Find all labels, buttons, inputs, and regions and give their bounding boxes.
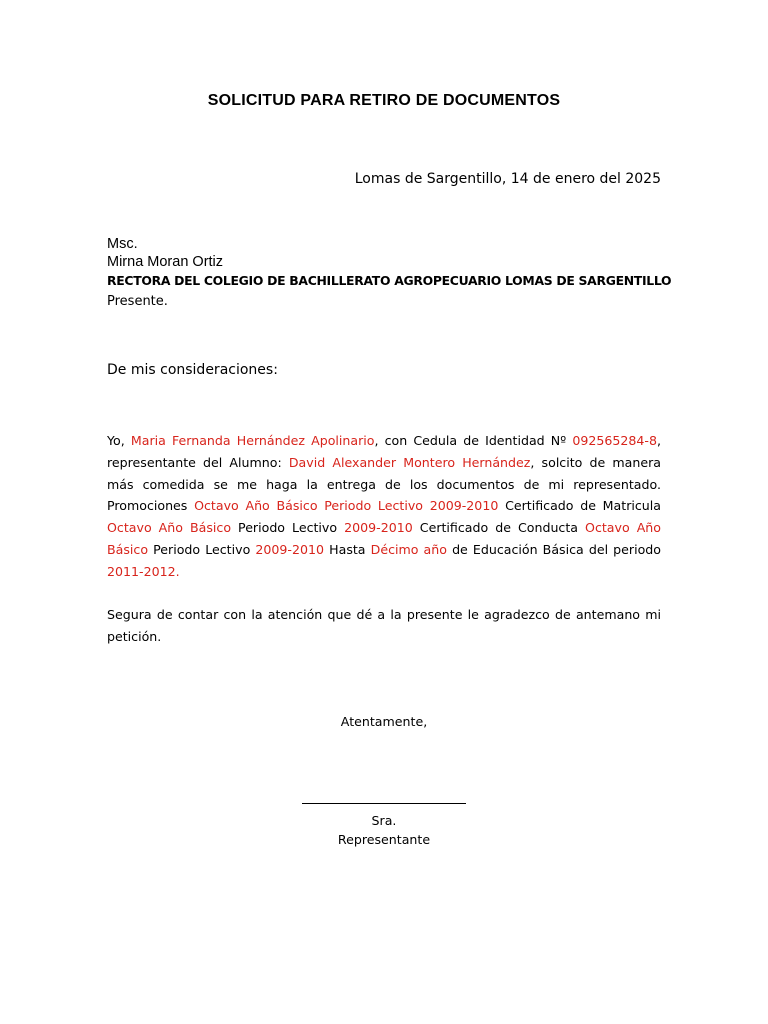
student-name: David Alexander Montero Hernández — [288, 454, 531, 470]
addressee-name: Mirna Moran Ortiz — [107, 254, 224, 270]
enrollment-years: 2009-2010 — [344, 520, 413, 536]
addressee-block — [107, 235, 672, 313]
signature-role: Representante — [337, 832, 431, 847]
body-text: Hasta — [324, 541, 371, 557]
enrollment-grade: Octavo Año Básico — [107, 520, 232, 536]
id-number: 092565284-8 — [572, 433, 657, 448]
body-text: Yo, — [107, 433, 131, 448]
addressee-role: RECTORA DEL COLEGIO DE BACHILLERATO AGROPECUARIO LOMAS DE SARGENTILLO — [107, 273, 672, 288]
body-text: de Educación Básica del periodo — [446, 541, 661, 557]
body-text: Periodo Lectivo — [148, 541, 256, 557]
signature-title: Sra. — [371, 813, 397, 828]
body-text: , con Cedula de Identidad Nº — [374, 433, 573, 448]
body-text: , representante del Alumno: — [107, 433, 661, 470]
document-title: SOLICITUD PARA RETIRO DE DOCUMENTOS — [207, 92, 561, 109]
conduct-years: 2009-2010 — [255, 541, 325, 557]
final-grade: Décimo año — [370, 541, 447, 557]
body-text: Periodo Lectivo — [231, 520, 345, 536]
final-period: 2011-2012. — [107, 563, 180, 579]
promotion-period: Octavo Año Básico Periodo Lectivo 2009-2010 — [194, 498, 499, 514]
body-paragraph — [107, 430, 661, 583]
greeting: De mis consideraciones: — [107, 362, 278, 378]
farewell: Atentamente, — [340, 714, 428, 729]
body-text: Certificado de Matricula — [498, 498, 661, 514]
signature-line — [302, 790, 466, 804]
date-line: Lomas de Sargentillo, 14 de enero del 2025 — [354, 171, 661, 187]
conduct-grade: Octavo Año Básico — [107, 520, 661, 557]
addressee-honorific: Msc. — [107, 236, 138, 252]
body-text: , solcito de manera más comedida se me haga la entrega de los documentos de mi representado. Promociones — [107, 454, 662, 514]
signature-block — [0, 790, 768, 849]
body-text: Certificado de Conducta — [412, 520, 586, 536]
addressee-present: Presente. — [107, 294, 168, 309]
representative-name: Maria Fernanda Hernández Apolinario — [130, 433, 375, 448]
closing-paragraph: Segura de contar con la atención que dé a la presente le agradezco de antemano mi petición. — [107, 607, 661, 644]
